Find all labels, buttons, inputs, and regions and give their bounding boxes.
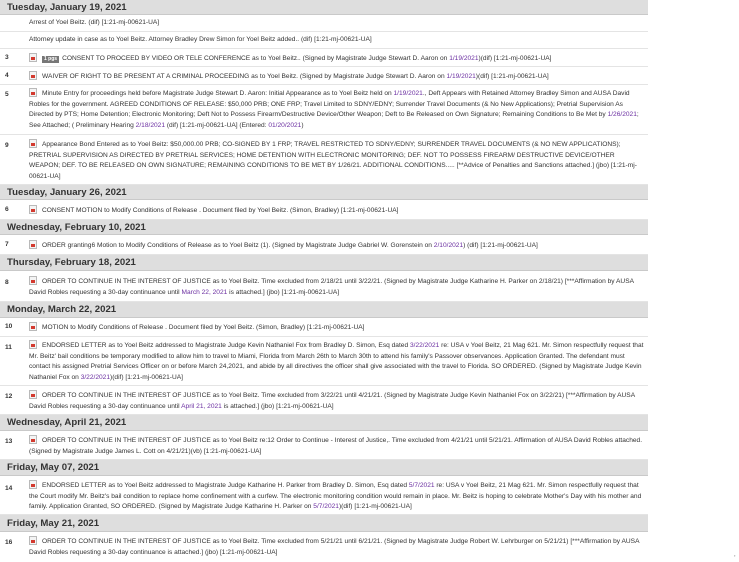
pdf-document-icon[interactable] (29, 340, 37, 349)
entry-text: ENDORSED LETTER as to Yoel Beitz addressed to Magistrate Judge Katharine H. Parker from Bradley D. Simon, Esq dated 5/7/2021 re: USA v Yoel Beitz, 21 Mag 621. Mr. Simon respectfully request that the Court modify Mr. Beitz's bail condition to replace home confinement with a curfew. The electronic monitoring condition would remain in place. Mr. Beitz is hoping to celebrate Mother's Day with his mother and family. Application Granted, SO ORDERED. (Signed by Magistrate Judge Katharine H. Parker on 5/7/2021)(dif) [1:21-mj-00621-UA] (29, 482, 642, 511)
date-link[interactable]: 5/7/2021 (408, 482, 435, 489)
date-link[interactable]: 3/22/2021 (80, 373, 111, 381)
entry-text: CONSENT MOTION to Modify Conditions of Release . Document filed by Yoel Beitz. (Simon, Bradley) [1:21-mj-00621-UA] (29, 205, 646, 217)
pdf-document-icon[interactable] (29, 276, 37, 285)
entry-text: ORDER TO CONTINUE IN THE INTEREST OF JUSTICE as to Yoel Beitz. Time excluded from 3/22/21 until 4/21/21. (Signed by Magistrate Judge Kevin Nathaniel Fox on 3/22/21) [***Affirmation by AUSA David Robles requesting a 30-day continuance until April 21, 2021 is attached.] (jbo) [1:21-mj-00621-UA] (29, 392, 635, 410)
date-header: Friday, May 07, 2021 (0, 460, 648, 476)
date-link[interactable]: 1/19/2021 (449, 55, 479, 62)
page-count-badge: 1 pgs (44, 56, 58, 62)
pdf-document-icon[interactable] (29, 205, 37, 214)
pdf-document-icon[interactable] (29, 88, 37, 97)
date-header: Tuesday, January 19, 2021 (0, 0, 648, 15)
date-header: Wednesday, April 21, 2021 (0, 415, 648, 431)
date-link[interactable]: April 21, 2021 (181, 402, 222, 410)
docket-entry (0, 135, 648, 185)
entry-text: ENDORSED LETTER as to Yoel Beitz addressed to Magistrate Judge Kevin Nathaniel Fox from Bradley D. Simon, Esq dated 3/22/2021 re: USA v Yoel Beitz, 21 Mag 621. Mr. Simon respectfully request that Mr. Beitz' bail conditions be temporary modified to allow him to travel to Miami, Florida from March 26th to March 30th to attend his family's Passover observances. Application Granted. The defendant must contact his assigned Pretrial Services Officer on or before March 24,2021, and abide by all directives the officer shall give associated with the travel to Florida. SO ORDERED. (Signed by Magistrate Judge Kevin Nathaniel Fox on 3/22/2021)(dif) [1:21-mj-00621-UA] (29, 342, 644, 381)
date-link[interactable]: 1/26/2021 (607, 111, 637, 119)
date-link[interactable]: 2/10/2021 (433, 242, 464, 249)
date-link[interactable]: 01/20/2021 (268, 121, 302, 129)
entry-number: 11 (5, 344, 12, 351)
pdf-document-icon[interactable] (29, 71, 37, 80)
date-link[interactable]: 3/22/2021 (409, 342, 440, 349)
entry-number: 13 (5, 438, 13, 445)
entry-number: 14 (5, 485, 13, 492)
corner-mark: , (734, 552, 736, 558)
pdf-document-icon[interactable] (29, 322, 37, 331)
entry-number: 6 (5, 206, 9, 213)
entry-number: 3 (5, 54, 9, 61)
docket-entry (0, 15, 648, 32)
date-link[interactable]: 1/19/2021 (446, 73, 476, 80)
docket-entry (0, 85, 648, 135)
entry-number: 5 (5, 91, 9, 98)
entry-text: MOTION to Modify Conditions of Release . Document filed by Yoel Beitz. (Simon, Bradley) [1:21-mj-00621-UA] (29, 322, 646, 334)
entry-text: 1 pgs CONSENT TO PROCEED BY VIDEO OR TELE CONFERENCE as to Yoel Beitz.. (Signed by Magistrate Judge Stewart D. Aaron on 1/19/2021)(dif) [1:21-mj-00621-UA] (29, 53, 646, 65)
date-header: Friday, May 21, 2021 (0, 515, 648, 532)
pdf-document-icon[interactable] (29, 240, 37, 249)
entry-number: 10 (5, 323, 13, 330)
pdf-document-icon[interactable] (29, 139, 37, 148)
entry-text: ORDER granting6 Motion to Modify Conditions of Release as to Yoel Beitz (1). (Signed by Magistrate Judge Gabriel W. Gorenstein on 2/10/2021) (dif) [1:21-mj-00621-UA] (29, 240, 646, 252)
entry-text: Appearance Bond Entered as to Yoel Beitz: $50,000.00 PRB; CO-SIGNED BY 1 FRP; TRAVEL RESTRICTED TO SDNY/EDNY; SURRENDER TRAVEL DOCUMENTS (& NO NEW APPLICATIONS); PRETRIAL SUPERVISION AS DIRECTED BY PRETRIAL SERVICES; HOME DETENTION WITH ELECTRONIC MONITORING; DEF. NOT TO POSSESS FIREARM/ DESTRUCTIVE DEVICE/OTHER WEAPON; DEF. TO BE RELEASED ON OWN SIGNATURE; REMAINING CONDITIONS TO BE MET BY 1/26/21. ADDITIONAL CONDITIONS..... [**Advice of Penalties and Sanctions attached.] (jbo) [1:21-mj-00621-UA] (29, 141, 637, 180)
date-link[interactable]: 2/18/2021 (135, 121, 165, 129)
entry-number: 8 (5, 279, 9, 286)
date-header: Thursday, February 18, 2021 (0, 255, 648, 271)
date-header: Tuesday, January 26, 2021 (0, 185, 648, 200)
docket-entry (0, 532, 648, 562)
date-link[interactable]: 5/7/2021 (313, 503, 339, 511)
entry-text: ORDER TO CONTINUE IN THE INTEREST OF JUSTICE as to Yoel Beitz re:12 Order to Continue - Interest of Justice,. Time excluded from 4/21/21 until 5/21/21. Affirmation of AUSA David Robles attached. (Signed by Magistrate Judge James L. Cott on 4/21/21)(vb) [1:21-mj-00621-UA] (29, 437, 643, 455)
entry-text: Minute Entry for proceedings held before Magistrate Judge Stewart D. Aaron: Initial Appearance as to Yoel Beitz held on 1/19/2021., Deft Appears with Retained Attorney Bradley Simon and AUSA David Robles for the government. AGREED CONDITIONS OF RELEASE: $50,000 PRB; ONE FRP; Travel Limited to SDNY/EDNY; Surrender Travel Documents (& No New Applications); Pretrial Supervision As Directed by PTS; Home Detention; Electronic Monitoring; Deft Not to Possess Firearm/Destructive Device/Other Weapon; Deft to Be Released on Own Signature; Remaining Conditions to Be Met by 1/26/2021; See Attached; ( Preliminary Hearing 2/18/2021 (dif) [1:21-mj-00621-UA] (Entered: 01/20/2021) (29, 90, 639, 129)
docket-entry (0, 49, 648, 67)
docket-entry (0, 32, 648, 49)
pdf-document-icon[interactable] (29, 390, 37, 399)
entry-number: 9 (5, 142, 9, 149)
date-link[interactable]: 1/19/2021 (393, 90, 423, 97)
docket-entry (0, 476, 648, 515)
entry-text: Attorney update in case as to Yoel Beitz. Attorney Bradley Drew Simon for Yoel Beitz added.. (dif) [1:21-mj-00621-UA] (29, 36, 372, 43)
docket-entry (0, 318, 648, 337)
entry-number: 12 (5, 393, 13, 400)
date-link[interactable]: March 22, 2021 (181, 288, 228, 296)
docket-entry (0, 67, 648, 85)
pdf-document-icon[interactable] (29, 536, 37, 545)
docket-entry (0, 337, 648, 386)
entry-text: Arrest of Yoel Beitz. (dif) [1:21-mj-00621-UA] (29, 19, 160, 26)
pdf-document-icon[interactable] (29, 435, 37, 444)
entry-number: 4 (5, 72, 9, 79)
date-header: Monday, March 22, 2021 (0, 302, 648, 318)
entry-text: ORDER TO CONTINUE IN THE INTEREST OF JUSTICE as to Yoel Beitz. Time excluded from 2/18/21 until 3/22/21. (Signed by Magistrate Judge Katharine H. Parker on 2/18/21) [***Affirmation by AUSA David Robles requesting a 30-day continuance until March 22, 2021 is attached.] (jbo) [1:21-mj-00621-UA] (29, 278, 634, 296)
docket-entry (0, 271, 648, 302)
entry-number: 16 (5, 539, 13, 546)
docket-entry (0, 386, 648, 415)
entry-number: 7 (5, 241, 9, 248)
docket-entry (0, 200, 648, 220)
docket-entry (0, 235, 648, 255)
pdf-document-icon[interactable] (29, 53, 37, 62)
entry-text: ORDER TO CONTINUE IN THE INTEREST OF JUSTICE as to Yoel Beitz. Time excluded from 5/21/21 until 6/21/21. (Signed by Magistrate Judge Robert W. Lehrburger on 5/21/21) [***Affirmation by AUSA David Robles requesting a 30-day continuance is attached.] (jbo) [1:21-mj-00621-UA] (29, 538, 640, 556)
pdf-document-icon[interactable] (29, 480, 37, 489)
entry-text: WAIVER OF RIGHT TO BE PRESENT AT A CRIMINAL PROCEEDING as to Yoel Beitz. (Signed by Magistrate Judge Stewart D. Aaron on 1/19/2021)(dif) [1:21-mj-00621-UA] (29, 71, 646, 83)
date-header: Wednesday, February 10, 2021 (0, 220, 648, 235)
docket-entry (0, 431, 648, 460)
